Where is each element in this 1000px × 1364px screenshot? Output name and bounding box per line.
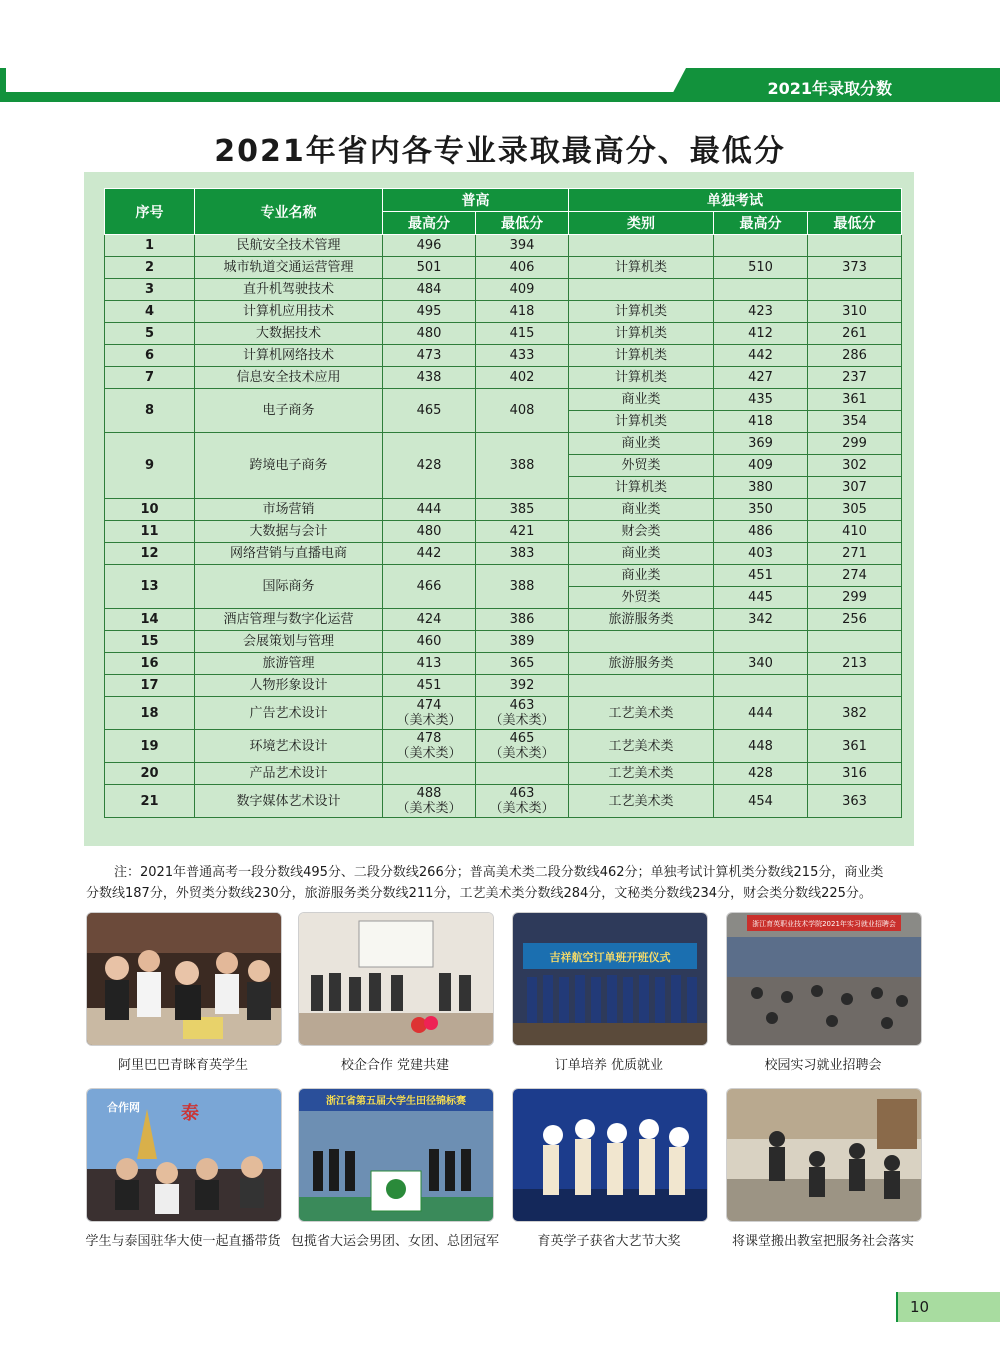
cell-pugao-min: [476, 345, 569, 367]
cell-seq: 19: [105, 730, 195, 763]
caption-photo-3: 订单培养 优质就业: [554, 1058, 664, 1073]
cell-category: 旅游服务类: [569, 609, 714, 631]
photo-athletics-champions: [298, 1088, 494, 1222]
cell-danzhao-min: 307: [808, 477, 902, 499]
cell-pugao-max: [383, 367, 476, 389]
cell-danzhao-max: 409: [714, 455, 808, 477]
cell-danzhao-max: [714, 631, 808, 653]
cell-pugao-min: [476, 675, 569, 697]
cell-pugao-max: [383, 257, 476, 279]
cell-seq: 6: [105, 345, 195, 367]
cell-seq: 8: [105, 389, 195, 433]
cell-pugao-max: [383, 389, 476, 433]
cell-major: 产品艺术设计: [195, 763, 383, 785]
cell-category: 商业类: [569, 499, 714, 521]
cell-danzhao-max: 423: [714, 301, 808, 323]
cell-danzhao-min: 271: [808, 543, 902, 565]
cell-danzhao-max: 435: [714, 389, 808, 411]
cell-pugao-min-value: 385: [509, 502, 535, 517]
cell-major: 市场营销: [195, 499, 383, 521]
cell-pugao-min: [476, 543, 569, 565]
footnote: [86, 862, 918, 904]
cell-seq: 2: [105, 257, 195, 279]
cell-pugao-max-value: 444: [416, 502, 442, 517]
photo-livestream-sign-2: 泰: [181, 1103, 199, 1124]
cell-seq: 21: [105, 785, 195, 818]
page-number-divider: [896, 1292, 898, 1322]
cell-pugao-max: [383, 235, 476, 257]
table-row: [105, 345, 902, 367]
cell-danzhao-max: [714, 235, 808, 257]
cell-pugao-max: [383, 785, 476, 818]
cell-pugao-max-value: 465: [416, 403, 442, 418]
table-row: [105, 565, 902, 587]
cell-pugao-min-value: 465: [509, 731, 535, 746]
cell-pugao-min-value: 388: [509, 458, 535, 473]
photo-order-training: [512, 912, 708, 1046]
cell-pugao-max-value: 442: [416, 546, 442, 561]
cell-major: 大数据与会计: [195, 521, 383, 543]
page-number: 10: [910, 1298, 930, 1316]
cell-category: 计算机类: [569, 323, 714, 345]
cell-category: 商业类: [569, 565, 714, 587]
cell-major: 城市轨道交通运营管理: [195, 257, 383, 279]
table-row: [105, 367, 902, 389]
photo-order-banner: 吉祥航空订单班开班仪式: [549, 951, 671, 964]
cell-danzhao-max: 342: [714, 609, 808, 631]
caption-photo-6: 包揽省大运会男团、女团、总团冠军: [290, 1234, 499, 1249]
cell-danzhao-min: 299: [808, 433, 902, 455]
table-row: [105, 389, 902, 411]
cell-pugao-min: [476, 301, 569, 323]
cell-pugao-max: [383, 279, 476, 301]
cell-danzhao-min: 305: [808, 499, 902, 521]
cell-danzhao-max: 350: [714, 499, 808, 521]
cell-category: 工艺美术类: [569, 763, 714, 785]
photo-art-festival: [512, 1088, 708, 1222]
cell-pugao-min: [476, 521, 569, 543]
cell-pugao-min-value: 406: [509, 260, 535, 275]
cell-pugao-max-note: （美术类）: [396, 713, 462, 728]
cell-pugao-max-value: 474: [416, 698, 442, 713]
cell-danzhao-min: [808, 235, 902, 257]
table-row: [105, 675, 902, 697]
cell-pugao-min-value: 408: [509, 403, 535, 418]
cell-pugao-min-value: 365: [509, 656, 535, 671]
caption-photo-8: 将课堂搬出教室把服务社会落实: [731, 1234, 914, 1249]
cell-pugao-min-value: 383: [509, 546, 535, 561]
table-row: [105, 235, 902, 257]
cell-seq: 12: [105, 543, 195, 565]
cell-pugao-max: [383, 763, 476, 785]
cell-pugao-max-value: 413: [416, 656, 442, 671]
col-header-major: 专业名称: [195, 189, 383, 235]
cell-category: [569, 279, 714, 301]
table-row: [105, 543, 902, 565]
caption-photo-1: 阿里巴巴青眯育英学生: [117, 1058, 248, 1073]
cell-major: 数字媒体艺术设计: [195, 785, 383, 818]
score-table-body: [105, 235, 902, 818]
cell-major: 直升机驾驶技术: [195, 279, 383, 301]
cell-pugao-max-value: 478: [416, 731, 442, 746]
table-row: [105, 499, 902, 521]
cell-category: 计算机类: [569, 367, 714, 389]
cell-major: 民航安全技术管理: [195, 235, 383, 257]
cell-category: 工艺美术类: [569, 697, 714, 730]
header-tab-label: 2021年录取分数: [767, 79, 892, 98]
cell-category: 商业类: [569, 389, 714, 411]
cell-seq: 9: [105, 433, 195, 499]
cell-major: 人物形象设计: [195, 675, 383, 697]
cell-danzhao-max: [714, 279, 808, 301]
cell-pugao-max-value: 501: [416, 260, 442, 275]
cell-pugao-max: [383, 323, 476, 345]
cell-danzhao-min: 302: [808, 455, 902, 477]
cell-danzhao-max: 454: [714, 785, 808, 818]
cell-major: 计算机网络技术: [195, 345, 383, 367]
cell-pugao-max-value: 496: [416, 238, 442, 253]
cell-pugao-max-value: 480: [416, 524, 442, 539]
cell-category: 计算机类: [569, 345, 714, 367]
cell-pugao-max: [383, 609, 476, 631]
cell-pugao-max: [383, 697, 476, 730]
table-row: [105, 433, 902, 455]
cell-pugao-min: [476, 367, 569, 389]
cell-danzhao-min: 363: [808, 785, 902, 818]
cell-pugao-max-value: 460: [416, 634, 442, 649]
cell-danzhao-max: 448: [714, 730, 808, 763]
table-row: [105, 697, 902, 730]
cell-danzhao-min: 361: [808, 730, 902, 763]
cell-category: 外贸类: [569, 455, 714, 477]
cell-category: 计算机类: [569, 301, 714, 323]
cell-danzhao-max: 380: [714, 477, 808, 499]
col-header-pugao-min: 最低分: [476, 212, 569, 235]
table-row: [105, 631, 902, 653]
cell-pugao-max-value: 480: [416, 326, 442, 341]
cell-seq: 5: [105, 323, 195, 345]
cell-danzhao-max: 427: [714, 367, 808, 389]
cell-danzhao-max: 445: [714, 587, 808, 609]
cell-seq: 4: [105, 301, 195, 323]
caption-photo-5: 学生与泰国驻华大使一起直播带货: [85, 1234, 281, 1249]
cell-pugao-max-value: 424: [416, 612, 442, 627]
cell-seq: 1: [105, 235, 195, 257]
photo-job-fair: [726, 912, 922, 1046]
cell-major: 计算机应用技术: [195, 301, 383, 323]
group-header-pugao: 普高: [383, 189, 569, 212]
score-table-panel: [84, 172, 914, 846]
cell-pugao-max-value: 438: [416, 370, 442, 385]
cell-pugao-min: [476, 653, 569, 675]
table-row: [105, 301, 902, 323]
cell-pugao-min: [476, 785, 569, 818]
cell-major: 电子商务: [195, 389, 383, 433]
cell-seq: 15: [105, 631, 195, 653]
table-row: [105, 609, 902, 631]
cell-danzhao-min: 237: [808, 367, 902, 389]
cell-category: [569, 235, 714, 257]
table-row: [105, 730, 902, 763]
cell-pugao-max: [383, 730, 476, 763]
cell-pugao-min: [476, 730, 569, 763]
cell-seq: 17: [105, 675, 195, 697]
photo-jobfair-banner: 浙江育英职业技术学院2021年实习就业招聘会: [752, 920, 896, 928]
col-header-danzhao-max: 最高分: [714, 212, 808, 235]
footnote-line-1: 注：2021年普通高考一段分数线495分、二段分数线266分；普高美术类二段分数线462分；单独考试计算机类分数线215分，商业类: [114, 865, 884, 880]
cell-danzhao-max: 444: [714, 697, 808, 730]
cell-pugao-min: [476, 697, 569, 730]
cell-pugao-max: [383, 301, 476, 323]
cell-danzhao-min: 261: [808, 323, 902, 345]
cell-pugao-max: [383, 653, 476, 675]
cell-category: 计算机类: [569, 257, 714, 279]
cell-pugao-min: [476, 235, 569, 257]
cell-danzhao-min: 286: [808, 345, 902, 367]
cell-pugao-max-note: （美术类）: [396, 746, 462, 761]
col-header-danzhao-min: 最低分: [808, 212, 902, 235]
cell-pugao-min-value: 394: [509, 238, 535, 253]
cell-pugao-max-value: 488: [416, 786, 442, 801]
cell-danzhao-min: 361: [808, 389, 902, 411]
page-title: 2021年省内各专业录取最高分、最低分: [214, 134, 786, 169]
cell-danzhao-min: 316: [808, 763, 902, 785]
cell-pugao-max: [383, 565, 476, 609]
cell-category: 计算机类: [569, 477, 714, 499]
cell-major: 跨境电子商务: [195, 433, 383, 499]
cell-danzhao-min: 213: [808, 653, 902, 675]
cell-pugao-max-value: 495: [416, 304, 442, 319]
cell-danzhao-min: 310: [808, 301, 902, 323]
photo-outdoor-class: [726, 1088, 922, 1222]
col-header-pugao-max: 最高分: [383, 212, 476, 235]
cell-seq: 11: [105, 521, 195, 543]
cell-pugao-min-value: 402: [509, 370, 535, 385]
cell-danzhao-min: 354: [808, 411, 902, 433]
cell-pugao-max-value: 466: [416, 579, 442, 594]
score-table: [104, 188, 902, 818]
cell-danzhao-min: [808, 631, 902, 653]
cell-pugao-min-value: 415: [509, 326, 535, 341]
cell-danzhao-max: 340: [714, 653, 808, 675]
cell-seq: 16: [105, 653, 195, 675]
cell-seq: 20: [105, 763, 195, 785]
cell-major: 信息安全技术应用: [195, 367, 383, 389]
cell-pugao-max-value: 473: [416, 348, 442, 363]
cell-pugao-max-value: 451: [416, 678, 442, 693]
cell-pugao-min-note: （美术类）: [489, 746, 555, 761]
cell-category: 商业类: [569, 433, 714, 455]
cell-major: 广告艺术设计: [195, 697, 383, 730]
cell-category: 旅游服务类: [569, 653, 714, 675]
cell-pugao-max: [383, 433, 476, 499]
cell-pugao-min-value: 392: [509, 678, 535, 693]
cell-danzhao-max: 412: [714, 323, 808, 345]
cell-pugao-min: [476, 433, 569, 499]
cell-seq: 10: [105, 499, 195, 521]
cell-pugao-min-value: 433: [509, 348, 535, 363]
cell-pugao-min: [476, 279, 569, 301]
table-row: [105, 257, 902, 279]
cell-pugao-min: [476, 609, 569, 631]
cell-pugao-min-value: 386: [509, 612, 535, 627]
cell-major: 旅游管理: [195, 653, 383, 675]
cell-category: [569, 675, 714, 697]
cell-danzhao-max: 403: [714, 543, 808, 565]
cell-pugao-min-note: （美术类）: [489, 713, 555, 728]
cell-pugao-min: [476, 389, 569, 433]
cell-pugao-min-value: 421: [509, 524, 535, 539]
col-header-seq: 序号: [105, 189, 195, 235]
cell-pugao-min-value: 418: [509, 304, 535, 319]
cell-pugao-max-value: 428: [416, 458, 442, 473]
cell-category: 外贸类: [569, 587, 714, 609]
cell-danzhao-max: [714, 675, 808, 697]
cell-danzhao-max: 428: [714, 763, 808, 785]
caption-photo-4: 校园实习就业招聘会: [764, 1058, 882, 1073]
cell-seq: 3: [105, 279, 195, 301]
cell-danzhao-min: 382: [808, 697, 902, 730]
cell-danzhao-min: 373: [808, 257, 902, 279]
table-row: [105, 279, 902, 301]
cell-major: 环境艺术设计: [195, 730, 383, 763]
photo-athletics-banner: 浙江省第五届大学生田径锦标赛: [326, 1096, 466, 1107]
cell-major: 大数据技术: [195, 323, 383, 345]
cell-danzhao-max: 418: [714, 411, 808, 433]
cell-danzhao-min: 256: [808, 609, 902, 631]
cell-category: 工艺美术类: [569, 785, 714, 818]
table-row: [105, 521, 902, 543]
cell-seq: 13: [105, 565, 195, 609]
cell-pugao-max: [383, 521, 476, 543]
cell-pugao-min-note: （美术类）: [489, 801, 555, 816]
cell-pugao-min-value: 409: [509, 282, 535, 297]
cell-pugao-min: [476, 257, 569, 279]
cell-pugao-min-value: 388: [509, 579, 535, 594]
cell-danzhao-max: 369: [714, 433, 808, 455]
cell-category: 工艺美术类: [569, 730, 714, 763]
cell-danzhao-min: [808, 675, 902, 697]
photo-livestream-sign-1: 合作网: [107, 1101, 140, 1114]
cell-danzhao-min: 274: [808, 565, 902, 587]
col-header-category: 类别: [569, 212, 714, 235]
cell-pugao-min: [476, 499, 569, 521]
cell-danzhao-min: 299: [808, 587, 902, 609]
photo-livestream-thai: [86, 1088, 282, 1222]
cell-pugao-min-value: 463: [509, 786, 535, 801]
caption-photo-7: 育英学子获省大艺节大奖: [537, 1234, 681, 1249]
footnote-line-2: 分数线187分，外贸类分数线230分，旅游服务类分数线211分，工艺美术类分数线284分，文秘类分数线234分，财会类分数线225分。: [86, 886, 872, 901]
cell-pugao-max: [383, 631, 476, 653]
cell-major: 会展策划与管理: [195, 631, 383, 653]
cell-pugao-min: [476, 763, 569, 785]
group-header-danzhao: 单独考试: [569, 189, 902, 212]
cell-danzhao-max: 451: [714, 565, 808, 587]
cell-danzhao-max: 486: [714, 521, 808, 543]
cell-major: 网络营销与直播电商: [195, 543, 383, 565]
cell-seq: 7: [105, 367, 195, 389]
cell-major: 国际商务: [195, 565, 383, 609]
cell-seq: 14: [105, 609, 195, 631]
cell-category: 财会类: [569, 521, 714, 543]
cell-major: 酒店管理与数字化运营: [195, 609, 383, 631]
cell-pugao-min-value: 463: [509, 698, 535, 713]
cell-pugao-max: [383, 499, 476, 521]
cell-category: 计算机类: [569, 411, 714, 433]
table-row: [105, 763, 902, 785]
cell-category: 商业类: [569, 543, 714, 565]
photo-school-enterprise: [298, 912, 494, 1046]
cell-pugao-max: [383, 543, 476, 565]
cell-category: [569, 631, 714, 653]
cell-danzhao-max: 442: [714, 345, 808, 367]
cell-danzhao-min: 410: [808, 521, 902, 543]
cell-pugao-max-note: （美术类）: [396, 801, 462, 816]
cell-pugao-max: [383, 675, 476, 697]
cell-pugao-max-value: 484: [416, 282, 442, 297]
cell-pugao-min: [476, 565, 569, 609]
cell-pugao-min: [476, 631, 569, 653]
table-row: [105, 323, 902, 345]
photo-alibaba-students: [86, 912, 282, 1046]
table-row: [105, 653, 902, 675]
cell-pugao-min-value: 389: [509, 634, 535, 649]
table-row: [105, 785, 902, 818]
cell-pugao-max: [383, 345, 476, 367]
cell-danzhao-min: [808, 279, 902, 301]
cell-pugao-min: [476, 323, 569, 345]
cell-danzhao-max: 510: [714, 257, 808, 279]
cell-seq: 18: [105, 697, 195, 730]
caption-photo-2: 校企合作 党建共建: [340, 1058, 450, 1073]
